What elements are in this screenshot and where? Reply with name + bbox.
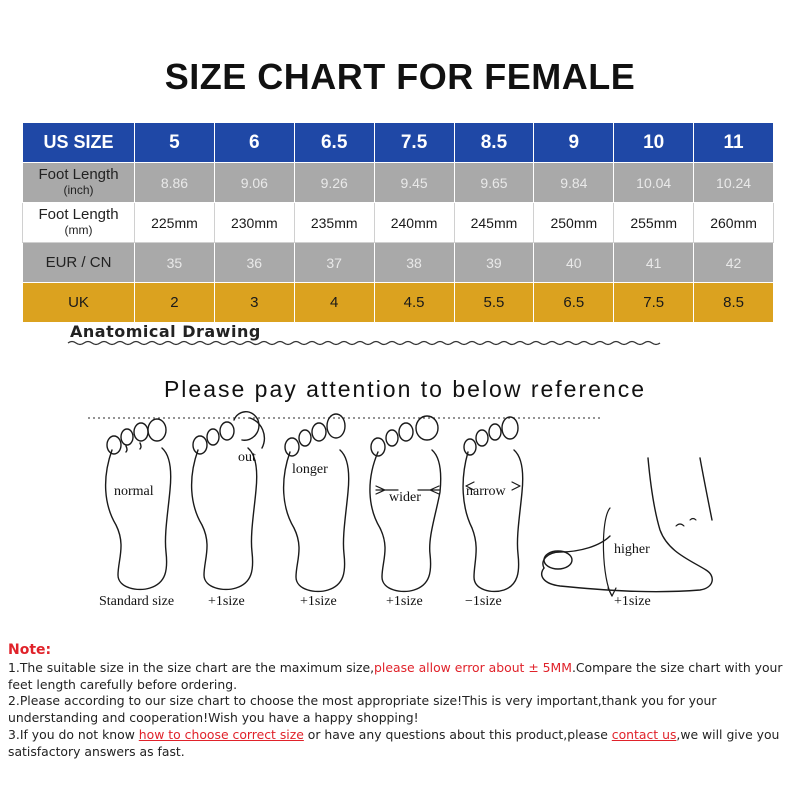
note-2: 2.Please according to our size chart to choose the most appropriate size!This is very important,thank you for your understanding and cooperation!Wish you have a happy shopping! xyxy=(8,693,717,726)
caption-narrow-size: −1size xyxy=(465,594,502,609)
contact-us-link[interactable]: contact us xyxy=(611,726,677,742)
reference-heading: Please pay attention to below reference xyxy=(163,376,647,402)
inch-cell: 8.86 xyxy=(135,163,215,203)
note-1-error-warning: please allow error about ± 5MM xyxy=(374,659,572,675)
caption-higher-size: +1size xyxy=(614,594,651,609)
mm-cell: 230mm xyxy=(214,203,294,243)
foot-out-outline xyxy=(192,412,265,590)
eur-cell: 36 xyxy=(214,243,294,283)
foot-length-inch-label xyxy=(23,163,135,203)
uk-cell: 4 xyxy=(294,283,374,323)
foot-length-inch-row xyxy=(23,163,774,203)
inch-cell: 10.24 xyxy=(694,163,774,203)
mm-cell: 235mm xyxy=(294,203,374,243)
uk-row xyxy=(23,283,774,323)
us-size-label: US SIZE xyxy=(23,123,135,163)
inch-cell: 9.45 xyxy=(374,163,454,203)
uk-label: UK xyxy=(23,283,135,323)
eur-cell: 41 xyxy=(614,243,694,283)
mm-cell: 250mm xyxy=(534,203,614,243)
label-higher: higher xyxy=(614,542,650,557)
uk-cell: 8.5 xyxy=(694,283,774,323)
uk-cell: 6.5 xyxy=(534,283,614,323)
foot-higher-outline xyxy=(542,458,713,596)
eur-cell: 42 xyxy=(694,243,774,283)
us-size-cell: 5 xyxy=(135,123,215,163)
caption-out-size: +1size xyxy=(208,594,245,609)
foot-narrow-outline xyxy=(463,417,523,591)
foot-length-inch-label-main: Foot Length xyxy=(38,166,119,183)
us-size-row xyxy=(23,123,774,163)
note-3-text-a: 3.If you do not know xyxy=(8,726,139,742)
us-size-cell: 7.5 xyxy=(374,123,454,163)
foot-normal-outline xyxy=(106,419,171,589)
uk-cell: 3 xyxy=(214,283,294,323)
mm-cell: 245mm xyxy=(454,203,534,243)
us-size-cell: 9 xyxy=(534,123,614,163)
label-out: out xyxy=(238,450,256,465)
inch-cell: 9.26 xyxy=(294,163,374,203)
eur-cell: 40 xyxy=(534,243,614,283)
eur-cell: 35 xyxy=(135,243,215,283)
uk-cell: 2 xyxy=(135,283,215,323)
uk-cell: 5.5 xyxy=(454,283,534,323)
note-1 xyxy=(8,660,794,694)
label-longer: longer xyxy=(292,462,328,477)
note-3 xyxy=(8,727,794,761)
inch-cell: 10.04 xyxy=(614,163,694,203)
caption-standard-size: Standard size xyxy=(99,594,175,609)
size-chart-table xyxy=(22,122,774,323)
uk-cell: 7.5 xyxy=(614,283,694,323)
mm-cell: 240mm xyxy=(374,203,454,243)
note-3-text-b: or have any questions about this product,please xyxy=(303,726,612,742)
anatomical-drawing-heading: Anatomical Drawing xyxy=(70,322,261,341)
foot-diagram xyxy=(0,330,800,630)
us-size-cell: 8.5 xyxy=(454,123,534,163)
note-1-text-a: 1.The suitable size in the size chart are the maximum size, xyxy=(8,659,375,675)
foot-length-mm-unit: (mm) xyxy=(64,223,93,237)
mm-cell: 260mm xyxy=(694,203,774,243)
foot-length-mm-row xyxy=(23,203,774,243)
eur-cn-row xyxy=(23,243,774,283)
foot-length-inch-unit: (inch) xyxy=(63,183,94,197)
us-size-cell: 6 xyxy=(214,123,294,163)
note-3-text-c: ,we will give you satisfactory answers as fast. xyxy=(8,726,780,759)
inch-cell: 9.84 xyxy=(534,163,614,203)
mm-cell: 255mm xyxy=(614,203,694,243)
eur-cell: 39 xyxy=(454,243,534,283)
note-1-text-b: .Compare the size chart with your feet length carefully before ordering. xyxy=(8,659,783,692)
inch-cell: 9.06 xyxy=(214,163,294,203)
foot-longer-outline xyxy=(284,414,349,591)
wavy-divider xyxy=(68,342,660,345)
how-to-choose-size-link[interactable]: how to choose correct size xyxy=(138,726,304,742)
us-size-cell: 11 xyxy=(694,123,774,163)
us-size-cell: 6.5 xyxy=(294,123,374,163)
us-size-cell: 10 xyxy=(614,123,694,163)
eur-cell: 38 xyxy=(374,243,454,283)
inch-cell: 9.65 xyxy=(454,163,534,203)
mm-cell: 225mm xyxy=(135,203,215,243)
notes-section xyxy=(8,642,794,761)
eur-cell: 37 xyxy=(294,243,374,283)
notes-title: Note: xyxy=(8,642,52,658)
label-wider: wider xyxy=(389,490,421,505)
eur-cn-label: EUR / CN xyxy=(23,243,135,283)
label-narrow: narrow xyxy=(466,484,506,499)
caption-wider-size: +1size xyxy=(386,594,423,609)
uk-cell: 4.5 xyxy=(374,283,454,323)
label-normal: normal xyxy=(114,484,154,499)
foot-length-mm-label xyxy=(23,203,135,243)
foot-length-mm-label-main: Foot Length xyxy=(38,206,119,223)
page-title: SIZE CHART FOR FEMALE xyxy=(164,56,636,97)
caption-longer-size: +1size xyxy=(300,594,337,609)
